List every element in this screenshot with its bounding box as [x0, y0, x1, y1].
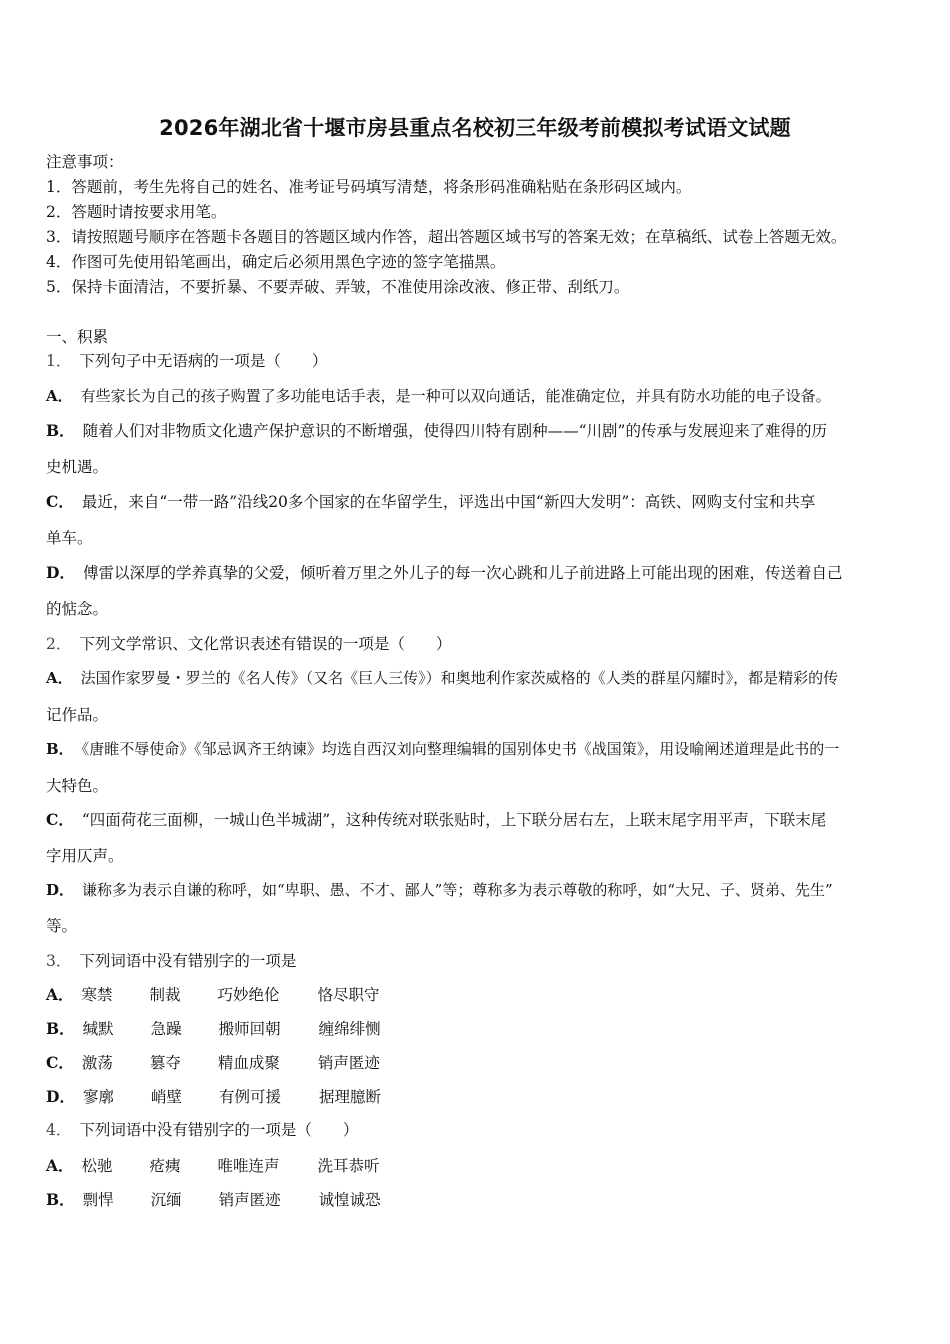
question-number: 2．: [46, 635, 72, 653]
q3-option-b: [46, 1019, 381, 1039]
option-text: 法国作家罗曼・罗兰的《名人传》（又名《巨人三传》）和奥地利作家茨威格的《人类的群星闪耀时》，都是精彩的传: [80, 669, 839, 687]
question-text: 下列词语中没有错别字的一项是: [79, 952, 297, 970]
q2-option-d: [46, 880, 833, 900]
option-label: D．: [46, 563, 75, 582]
option-label: A．: [46, 1156, 74, 1175]
option-label: B．: [46, 740, 74, 758]
q2-option-b-cont: 大特色。: [46, 777, 109, 795]
option-word: 巧妙绝伦: [217, 986, 280, 1004]
option-word: 有例可援: [218, 1088, 281, 1106]
notice-item: 2．答题时请按要求用笔。: [46, 203, 227, 221]
option-word: 精血成聚: [217, 1054, 280, 1072]
option-word: 沉缅: [150, 1191, 182, 1209]
q2-option-c-cont: 字用仄声。: [46, 847, 124, 865]
q2-option-b: [46, 739, 839, 759]
q4-option-b: [46, 1190, 381, 1210]
q1-option-c: [46, 492, 815, 512]
option-label: D．: [46, 1087, 75, 1106]
question-text: 下列词语中没有错别字的一项是（ ）: [79, 1121, 359, 1139]
option-text: 《唐睢不辱使命》《邹忌讽齐王纳谏》均选自西汉刘向整理编辑的国别体史书《战国策》，用设喻阐述道理是此书的一: [81, 740, 840, 758]
option-word: 篡夺: [149, 1054, 181, 1072]
question-number: 3．: [46, 952, 72, 970]
option-word: 激荡: [81, 1054, 113, 1072]
option-word: 寒禁: [81, 986, 113, 1004]
option-word: 峭壁: [150, 1088, 182, 1106]
q3-option-a: [46, 985, 380, 1005]
q1-option-d-cont: 的惦念。: [46, 600, 109, 618]
option-label: C．: [46, 810, 74, 829]
notice-item: 3．请按照题号顺序在答题卡各题目的答题区域内作答，超出答题区域书写的答案无效；在草稿纸、试卷上答题无效。: [46, 228, 847, 246]
notice-item: 1．答题前，考生先将自己的姓名、准考证号码填写清楚，将条形码准确粘贴在条形码区域内。: [46, 178, 692, 196]
option-label: A．: [46, 387, 73, 405]
option-text: 谦称多为表示自谦的称呼，如“卑职、愚、不才、鄙人”等；尊称多为表示尊敬的称呼，如“大兄、子、贤弟、先生”: [82, 881, 833, 899]
option-word: 缄默: [82, 1020, 114, 1038]
option-label: A．: [46, 669, 73, 687]
q1-option-b: [46, 421, 827, 441]
option-word: 松驰: [81, 1157, 113, 1175]
option-word: 疮痍: [149, 1157, 181, 1175]
option-word: 销声匿迹: [317, 1054, 380, 1072]
option-word: 急躁: [150, 1020, 182, 1038]
option-word: 唯唯连声: [217, 1157, 280, 1175]
option-label: A．: [46, 985, 74, 1004]
question-3-stem: [46, 951, 296, 971]
section-heading: 一、积累: [46, 328, 109, 346]
option-text: 随着人们对非物质文化遗产保护意识的不断增强，使得四川特有剧种——“川剧”的传承与发展迎来了难得的历: [82, 422, 827, 440]
option-text: “四面荷花三面柳，一城山色半城湖”，这种传统对联张贴时，上下联分居右左，上联末尾字用平声，下联末尾: [81, 811, 827, 829]
q3-option-c: [46, 1053, 380, 1073]
q3-option-d: [46, 1087, 381, 1107]
q1-option-c-cont: 单车。: [46, 529, 93, 547]
question-2-stem: [46, 634, 451, 654]
q2-option-d-cont: 等。: [46, 917, 78, 935]
option-text: 傅雷以深厚的学养真挚的父爱，倾听着万里之外儿子的每一次心跳和儿子前进路上可能出现的困难，传送着自己: [82, 564, 843, 582]
option-label: C．: [46, 492, 74, 511]
option-word: 诚惶诚恐: [318, 1191, 381, 1209]
option-text: 最近，来自“一带一路”沿线20多个国家的在华留学生，评选出中国“新四大发明”：高铁、网购支付宝和共享: [81, 493, 816, 511]
option-word: 销声匿迹: [218, 1191, 281, 1209]
question-number: 4．: [46, 1121, 72, 1139]
question-text: 下列句子中无语病的一项是（ ）: [79, 352, 328, 370]
q1-option-b-cont: 史机遇。: [46, 458, 109, 476]
exam-title: 2026年湖北省十堰市房县重点名校初三年级考前模拟考试语文试题: [159, 116, 791, 140]
q2-option-a: [46, 668, 838, 688]
option-label: B．: [46, 1190, 75, 1209]
option-label: D．: [46, 881, 75, 899]
question-number: 1．: [46, 352, 72, 370]
option-label: C．: [46, 1053, 74, 1072]
q1-option-d: [46, 563, 842, 583]
notice-item: 5．保持卡面清洁，不要折暴、不要弄破、弄皱，不准使用涂改液、修正带、刮纸刀。: [46, 278, 630, 296]
option-word: 寥廓: [82, 1088, 114, 1106]
option-word: 缠绵绯恻: [318, 1020, 381, 1038]
option-word: 恪尽职守: [317, 986, 380, 1004]
option-word: 据理臆断: [318, 1088, 381, 1106]
option-text: 有些家长为自己的孩子购置了多功能电话手表，是一种可以双向通话，能准确定位，并具有防水功能的电子设备。: [80, 387, 831, 405]
option-label: B．: [46, 1019, 75, 1038]
option-word: 制裁: [149, 986, 181, 1004]
option-label: B．: [46, 421, 75, 440]
question-4-stem: [46, 1120, 358, 1140]
notice-heading: 注意事项：: [46, 153, 124, 171]
q4-option-a: [46, 1156, 380, 1176]
option-word: 搬师回朝: [218, 1020, 281, 1038]
q2-option-a-cont: 记作品。: [46, 706, 109, 724]
option-word: 洗耳恭听: [317, 1157, 380, 1175]
question-1-stem: [46, 351, 327, 371]
question-text: 下列文学常识、文化常识表述有错误的一项是（ ）: [79, 635, 452, 653]
q2-option-c: [46, 810, 826, 830]
q1-option-a: [46, 386, 831, 406]
notice-item: 4．作图可先使用铅笔画出，确定后必须用黑色字迹的签字笔描黑。: [46, 253, 506, 271]
option-word: 剽悍: [82, 1191, 114, 1209]
